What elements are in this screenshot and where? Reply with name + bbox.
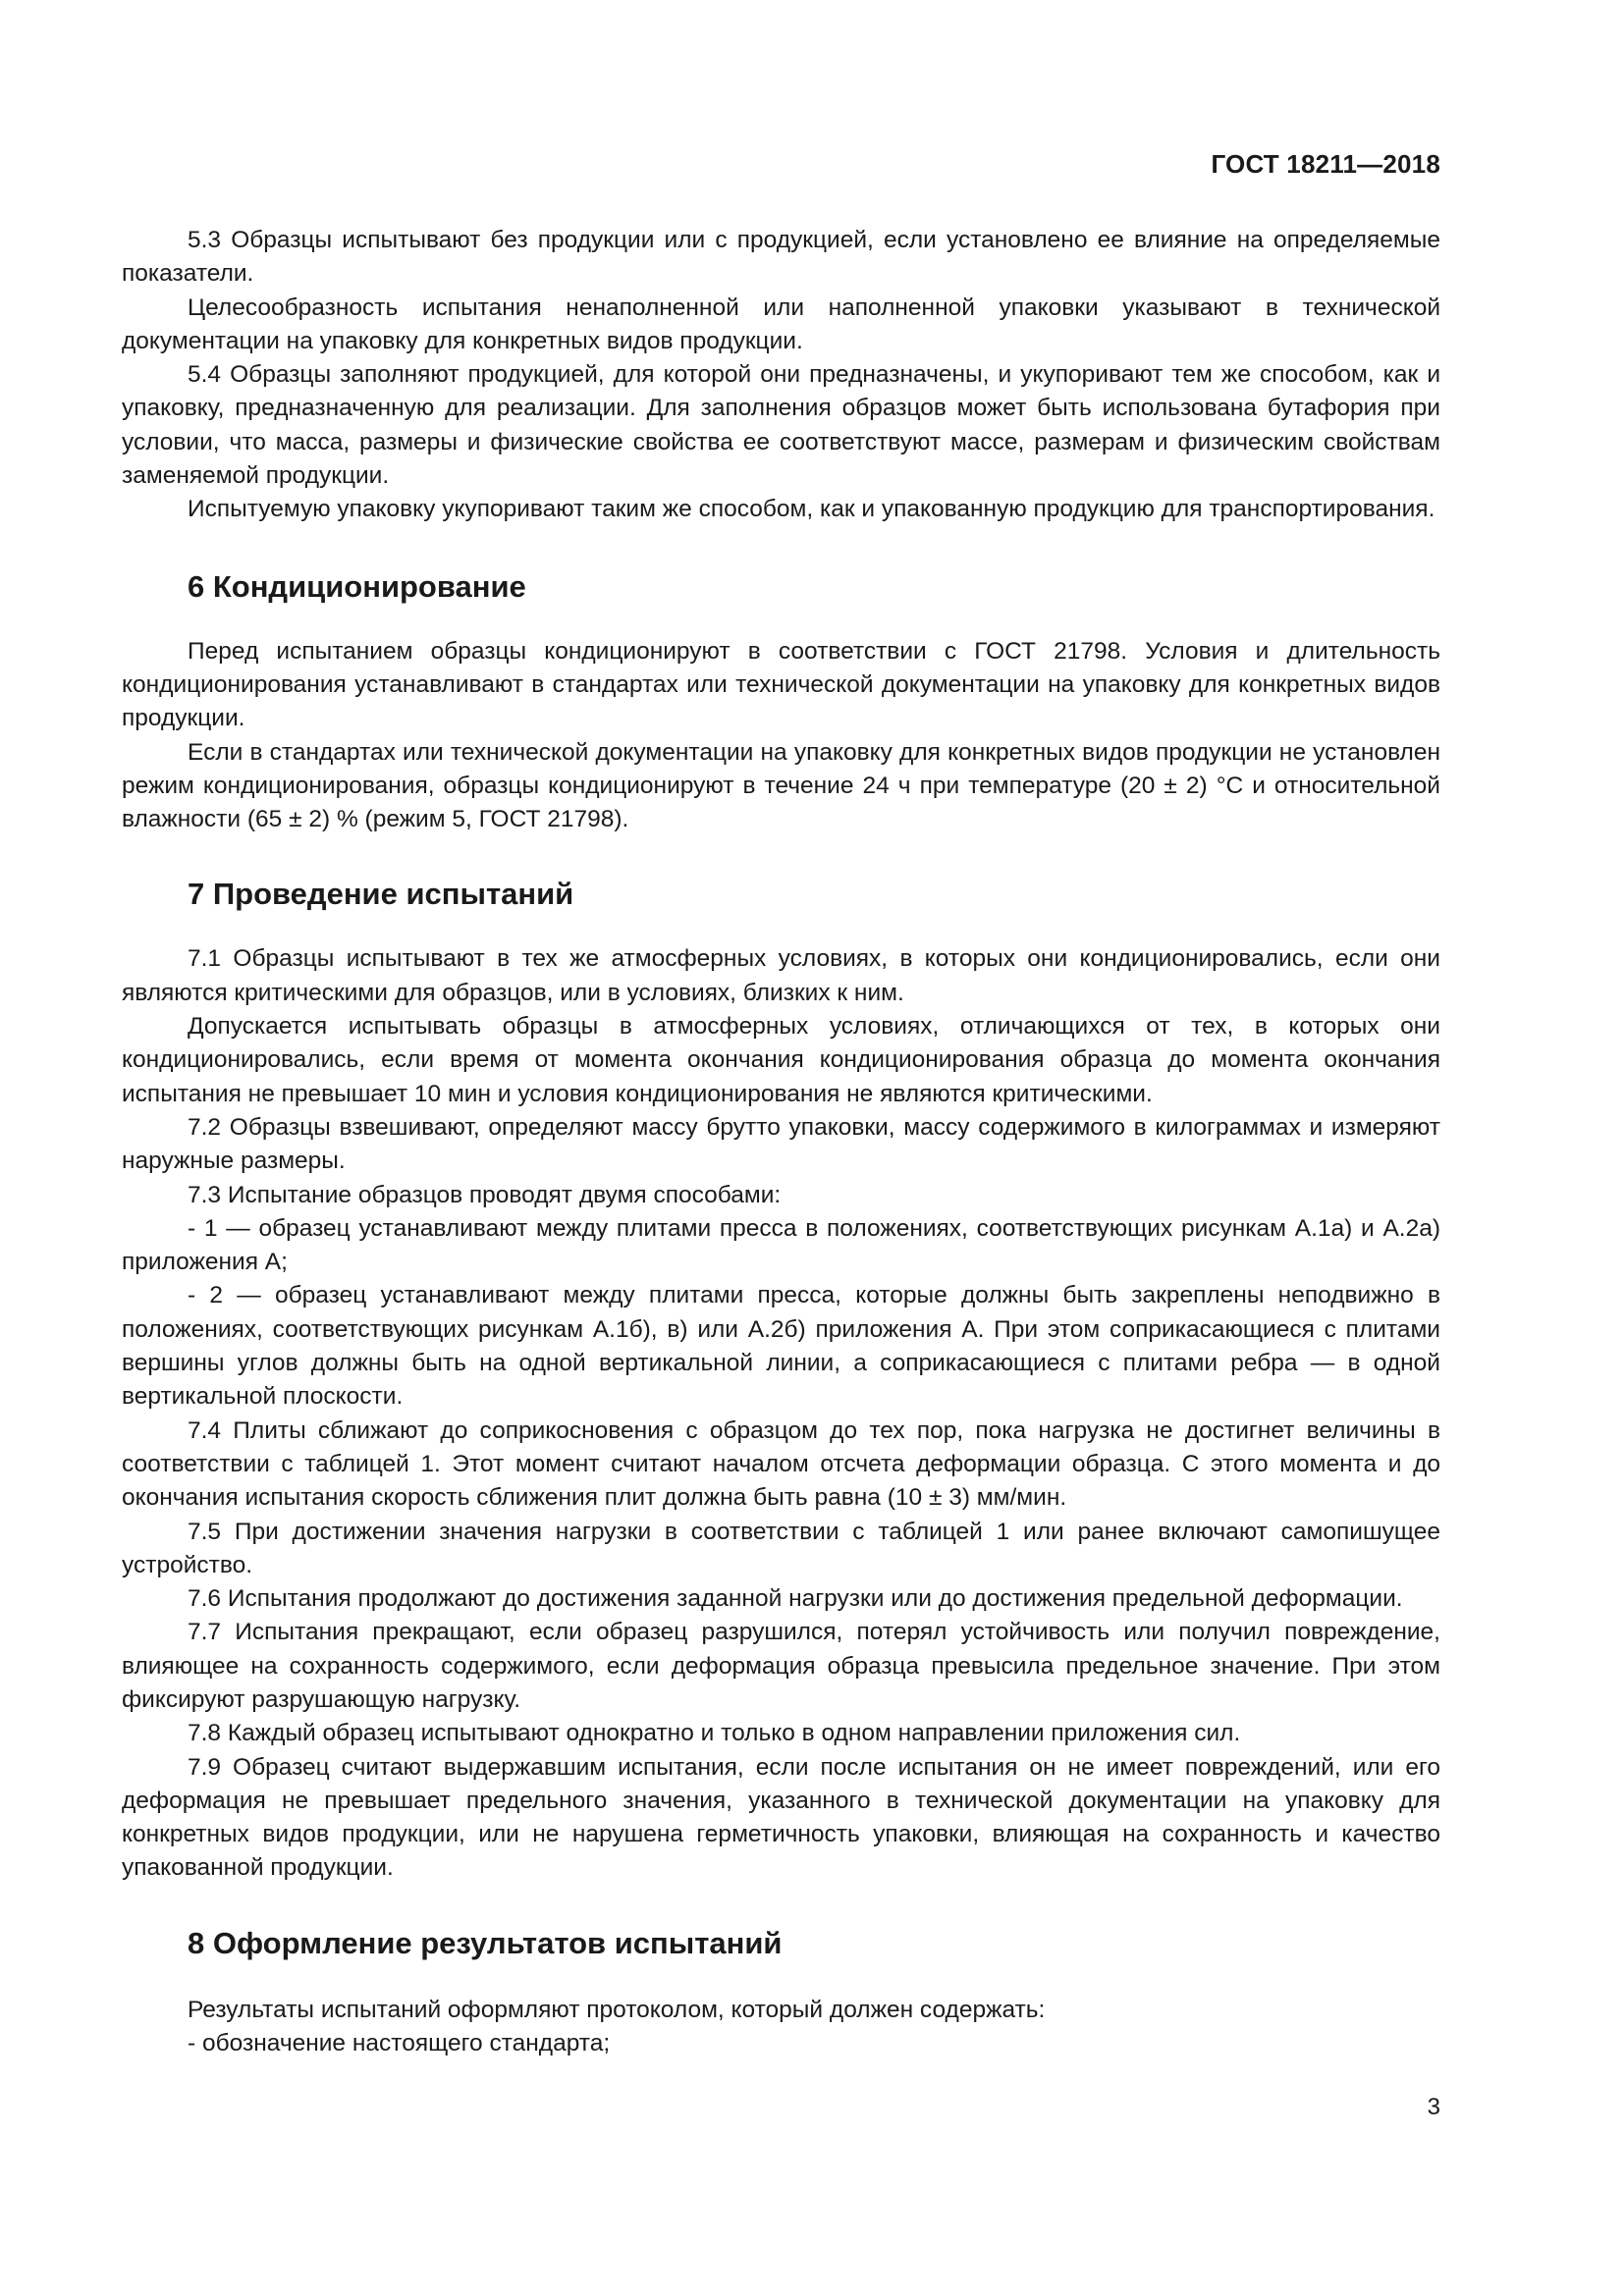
paragraph-7-3: 7.3 Испытание образцов проводят двумя способами: <box>188 1181 782 1208</box>
paragraph: Если в стандартах или технической документации на упаковку для конкретных видов продукции не установлен режим кондиционирования, образцы кондиционируют в течение 24 ч при температуре (20 ± 2) °С и относительной влажности (65 ± 2) % (режим 5, ГОСТ 21798). <box>122 738 1440 833</box>
paragraph-7-7: 7.7 Испытания прекращают, если образец разрушился, потерял устойчивость или получил повреждение, влияющее на сохранность содержимого, если деформация образца превысила предельное значение. При этом фиксируют разрушающую нагрузку. <box>122 1619 1440 1713</box>
list-item: - обозначение настоящего стандарта; <box>188 2030 611 2057</box>
list-item: - 1 — образец устанавливают между плитами пресса в положениях, соответствующих рисункам А.1а) и А.2а) приложения А; <box>122 1214 1440 1276</box>
paragraph-7-6: 7.6 Испытания продолжают до достижения заданной нагрузки или до достижения предельной деформации. <box>188 1585 1403 1613</box>
document-header: ГОСТ 18211—2018 <box>1211 149 1440 179</box>
page-number: 3 <box>1427 2094 1440 2120</box>
paragraph-7-1: 7.1 Образцы испытывают в тех же атмосферных условиях, в которых они кондиционировались, если они являются критическими для образцов, или в условиях, близких к ним. <box>122 945 1440 1006</box>
paragraph: Перед испытанием образцы кондиционируют в соответствии с ГОСТ 21798. Условия и длительность кондиционирования устанавливают в стандартах или технической документации на упаковку для конкретных видов продукции. <box>122 637 1440 732</box>
paragraph: Допускается испытывать образцы в атмосферных условиях, отличающихся от тех, в которых они кондиционировались, если время от момента окончания кондиционирования образца до момента окончания испытания не превышает 10 мин и условия кондиционирования не являются критическими. <box>122 1013 1440 1107</box>
paragraph-7-5: 7.5 При достижении значения нагрузки в соответствии с таблицей 1 или ранее включают самопишущее устройство. <box>122 1518 1440 1578</box>
list-item: - 2 — образец устанавливают между плитами пресса, которые должны быть закреплены неподвижно в положениях, соответствующих рисункам А.1б), в) или А.2б) приложения А. При этом соприкасающиеся с плитами вершины углов должны быть на одной вертикальной линии, а соприкасающиеся с плитами ребра — в одной вертикальной плоскости. <box>122 1282 1440 1411</box>
paragraph-7-8: 7.8 Каждый образец испытывают однократно и только в одном направлении приложения сил. <box>188 1720 1241 1747</box>
paragraph: Испытуемую упаковку укупоривают таким же способом, как и упакованную продукцию для транспортирования. <box>188 496 1435 523</box>
paragraph: Результаты испытаний оформляют протоколом, который должен содержать: <box>188 1996 1046 2023</box>
paragraph-5-4: 5.4 Образцы заполняют продукцией, для которой они предназначены, и укупоривают тем же способом, как и упаковку, предназначенную для реализации. Для заполнения образцов может быть использована бутафория при условии, что масса, размеры и физические свойства ее соответствуют массе, размерам и физическим свойствам заменяемой продукции. <box>122 361 1440 490</box>
paragraph-7-4: 7.4 Плиты сближают до соприкосновения с образцом до тех пор, пока нагрузка не достигнет величины в соответствии с таблицей 1. Этот момент считают началом отсчета деформации образца. С этого момента и до окончания испытания скорость сближения плит должна быть равна (10 ± 3) мм/мин. <box>122 1416 1440 1512</box>
paragraph-7-2: 7.2 Образцы взвешивают, определяют массу брутто упаковки, массу содержимого в килограммах и измеряют наружные размеры. <box>122 1113 1440 1175</box>
paragraph-7-9: 7.9 Образец считают выдержавшим испытания, если после испытания он не имеет повреждений, или его деформация не превышает предельного значения, указанного в технической документации на упаковку для конкретных видов продукции, или не нарушена герметичность упаковки, влияющая на сохранность и качество упакованной продукции. <box>122 1753 1440 1882</box>
section-heading-7: 7 Проведение испытаний <box>188 877 574 912</box>
section-heading-6: 6 Кондиционирование <box>188 568 526 604</box>
paragraph: Целесообразность испытания ненаполненной или наполненной упаковки указывают в технической документации на упаковку для конкретных видов продукции. <box>122 294 1440 354</box>
paragraph-5-3: 5.3 Образцы испытывают без продукции или с продукцией, если установлено ее влияние на определяемые показатели. <box>122 227 1440 288</box>
section-heading-8: 8 Оформление результатов испытаний <box>188 1925 783 1960</box>
document-body <box>122 224 1440 2060</box>
